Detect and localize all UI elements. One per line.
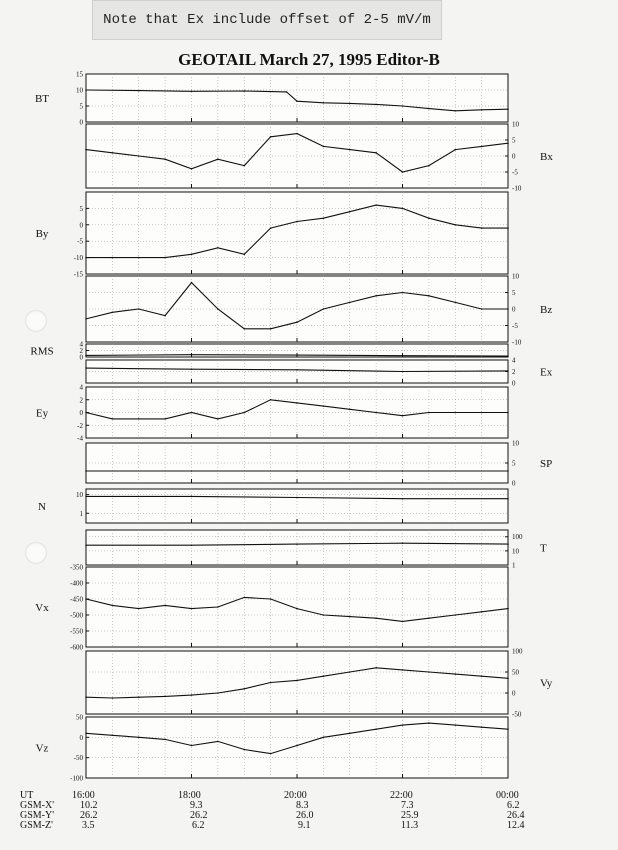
y-tick-label: 0 bbox=[512, 689, 516, 698]
data-point-bz bbox=[454, 302, 456, 304]
data-point-ey bbox=[402, 415, 404, 417]
y-tick-label: 2 bbox=[512, 368, 516, 376]
data-point-vx bbox=[296, 608, 298, 610]
data-point-vx bbox=[164, 605, 166, 607]
data-point-bx bbox=[243, 165, 245, 167]
panel-label-bx: Bx bbox=[540, 151, 553, 163]
data-point-n bbox=[191, 496, 193, 498]
data-point-bz bbox=[217, 308, 219, 310]
y-tick-label: 0 bbox=[79, 353, 83, 362]
data-point-bx bbox=[402, 171, 404, 173]
data-point-by bbox=[402, 208, 404, 210]
data-point-ey bbox=[112, 418, 114, 420]
data-point-vz bbox=[454, 724, 456, 726]
y-tick-label: 5 bbox=[79, 102, 83, 111]
data-point-vy bbox=[481, 675, 483, 677]
data-point-vx bbox=[375, 617, 377, 619]
y-tick-label: -550 bbox=[70, 627, 83, 636]
data-point-bx bbox=[112, 152, 114, 154]
data-point-bx bbox=[191, 168, 193, 170]
data-point-bt bbox=[243, 90, 245, 92]
data-point-vx bbox=[481, 611, 483, 613]
data-point-t bbox=[296, 543, 298, 545]
data-point-ey bbox=[191, 412, 193, 414]
y-tick-label: -350 bbox=[70, 563, 83, 572]
panel-label-rms: RMS bbox=[30, 345, 54, 358]
data-point-by bbox=[112, 257, 114, 259]
data-point-bt bbox=[138, 90, 140, 92]
data-point-rms bbox=[402, 355, 404, 357]
data-point-vx bbox=[191, 608, 193, 610]
data-point-vy bbox=[138, 696, 140, 698]
data-point-bx bbox=[138, 155, 140, 157]
data-point-vz bbox=[402, 724, 404, 726]
y-tick-label: -50 bbox=[512, 710, 522, 719]
data-point-bx bbox=[454, 149, 456, 151]
data-point-bz bbox=[323, 308, 325, 310]
y-tick-label: 2 bbox=[79, 347, 83, 355]
y-tick-label: -10 bbox=[73, 254, 83, 263]
data-point-vx bbox=[270, 598, 272, 600]
row-label-ut: UT bbox=[20, 790, 34, 801]
gsm-z-value: 3.5 bbox=[82, 820, 95, 831]
y-tick-label: 0 bbox=[79, 221, 83, 230]
gsm-y-value: 26.4 bbox=[507, 810, 525, 821]
data-point-sp bbox=[402, 470, 404, 472]
gsm-z-value: 11.3 bbox=[401, 820, 419, 831]
gsm-x-value: 8.3 bbox=[296, 800, 309, 811]
y-tick-label: 4 bbox=[79, 340, 83, 349]
y-tick-label: -450 bbox=[70, 595, 83, 604]
panel-label-ey: Ey bbox=[35, 407, 49, 420]
gsm-x-row bbox=[0, 800, 618, 810]
data-point-vy bbox=[454, 673, 456, 675]
y-tick-label: 0 bbox=[79, 733, 83, 742]
panel-label-vx: Vx bbox=[35, 602, 49, 614]
data-point-vx bbox=[138, 608, 140, 610]
data-point-vy bbox=[85, 696, 87, 698]
ut-tick-label: 22:00 bbox=[390, 790, 413, 801]
data-point-vy bbox=[375, 667, 377, 669]
data-point-t bbox=[507, 543, 509, 545]
data-point-bz bbox=[507, 308, 509, 310]
data-point-n bbox=[85, 496, 87, 498]
data-point-bx bbox=[164, 158, 166, 160]
panel-label-bz: Bz bbox=[540, 304, 553, 316]
gsm-z-value: 9.1 bbox=[298, 820, 311, 831]
data-point-ey bbox=[323, 405, 325, 407]
data-point-bx bbox=[481, 146, 483, 148]
note-banner: Note that Ex include offset of 2-5 mV/m bbox=[92, 0, 442, 40]
data-point-by bbox=[454, 224, 456, 226]
data-point-bz bbox=[402, 292, 404, 294]
data-point-by bbox=[323, 217, 325, 219]
data-point-vx bbox=[428, 617, 430, 619]
y-tick-label: 10 bbox=[512, 439, 519, 448]
data-point-vy bbox=[507, 678, 509, 680]
data-point-ey bbox=[85, 412, 87, 414]
row-label-gsm-z: GSM-Z' bbox=[20, 820, 53, 831]
data-point-bx bbox=[375, 152, 377, 154]
y-tick-label: 0 bbox=[79, 409, 83, 417]
data-point-bt bbox=[349, 103, 351, 105]
panel-label-t: T bbox=[540, 542, 547, 555]
data-point-vz bbox=[296, 745, 298, 747]
data-point-sp bbox=[507, 470, 509, 472]
panel-label-n: N bbox=[38, 501, 46, 513]
data-point-bt bbox=[323, 102, 325, 104]
y-tick-label: 50 bbox=[512, 668, 519, 677]
panel-frame bbox=[86, 530, 508, 565]
data-point-sp bbox=[85, 470, 87, 472]
gsm-z-value: 6.2 bbox=[192, 820, 205, 831]
y-tick-label: -100 bbox=[70, 774, 83, 783]
data-point-vz bbox=[481, 726, 483, 728]
y-tick-label: 5 bbox=[79, 204, 83, 213]
ut-tick-label: 16:00 bbox=[72, 790, 95, 801]
data-point-bz bbox=[270, 328, 272, 330]
data-point-vz bbox=[270, 753, 272, 755]
data-point-vz bbox=[243, 749, 245, 751]
y-tick-label: 5 bbox=[512, 459, 516, 468]
data-point-by bbox=[191, 254, 193, 256]
data-point-sp bbox=[296, 470, 298, 472]
y-tick-label: -600 bbox=[70, 643, 83, 652]
data-point-bz bbox=[481, 308, 483, 310]
y-tick-label: -400 bbox=[70, 579, 83, 588]
data-point-bx bbox=[428, 165, 430, 167]
data-point-by bbox=[85, 257, 87, 259]
y-tick-label: -15 bbox=[73, 270, 83, 279]
data-point-bx bbox=[296, 133, 298, 135]
y-tick-label: 10 bbox=[512, 272, 519, 281]
data-point-bt bbox=[296, 100, 298, 102]
data-point-vz bbox=[191, 745, 193, 747]
panel-label-ex: Ex bbox=[540, 366, 553, 379]
data-point-ey bbox=[349, 409, 351, 411]
gsm-x-value: 6.2 bbox=[507, 800, 520, 811]
gsm-y-value: 26.0 bbox=[296, 810, 314, 821]
data-point-bt bbox=[286, 91, 288, 93]
data-point-ey bbox=[243, 412, 245, 414]
data-point-bx bbox=[270, 136, 272, 138]
data-point-by bbox=[481, 227, 483, 229]
data-point-n bbox=[296, 497, 298, 499]
y-tick-label: -4 bbox=[77, 434, 83, 443]
y-tick-label: -5 bbox=[512, 322, 518, 330]
data-point-by bbox=[349, 211, 351, 213]
y-tick-label: 5 bbox=[512, 289, 516, 297]
data-point-bz bbox=[428, 295, 430, 297]
data-point-ey bbox=[454, 412, 456, 414]
y-tick-label: 100 bbox=[512, 647, 523, 656]
data-point-by bbox=[296, 221, 298, 223]
data-point-by bbox=[164, 257, 166, 259]
data-point-vx bbox=[507, 608, 509, 610]
data-point-bx bbox=[323, 146, 325, 148]
y-tick-label: -5 bbox=[512, 168, 518, 177]
data-point-bt bbox=[375, 104, 377, 106]
gsm-y-value: 26.2 bbox=[190, 810, 208, 821]
ut-tick-label: 18:00 bbox=[178, 790, 201, 801]
data-point-t bbox=[402, 542, 404, 544]
data-point-vz bbox=[349, 732, 351, 734]
data-point-vz bbox=[375, 728, 377, 730]
data-point-by bbox=[270, 227, 272, 229]
data-point-t bbox=[191, 544, 193, 546]
ut-row bbox=[0, 790, 618, 800]
panel-label-vz: Vz bbox=[35, 742, 49, 755]
data-point-ey bbox=[164, 418, 166, 420]
panel-frame bbox=[86, 489, 508, 523]
y-tick-label: -500 bbox=[70, 611, 83, 620]
y-tick-label: 100 bbox=[512, 533, 523, 542]
data-point-bz bbox=[349, 302, 351, 304]
data-point-by bbox=[138, 257, 140, 259]
data-point-bz bbox=[375, 295, 377, 297]
data-point-vy bbox=[349, 671, 351, 673]
data-point-ex bbox=[191, 368, 193, 370]
data-point-by bbox=[428, 217, 430, 219]
data-point-rms bbox=[296, 354, 298, 356]
data-point-bz bbox=[164, 315, 166, 317]
panel-label-sp: SP bbox=[540, 458, 553, 470]
data-point-vy bbox=[112, 697, 114, 699]
y-tick-label: 4 bbox=[512, 356, 516, 365]
data-point-vz bbox=[323, 737, 325, 739]
data-point-bt bbox=[85, 89, 87, 91]
y-tick-label: 0 bbox=[512, 305, 516, 314]
y-tick-label: 10 bbox=[512, 547, 519, 556]
data-point-vx bbox=[85, 598, 87, 600]
y-tick-label: -10 bbox=[512, 338, 522, 347]
data-point-ey bbox=[481, 412, 483, 414]
data-point-bt bbox=[191, 90, 193, 92]
data-point-vz bbox=[164, 739, 166, 741]
data-point-ey bbox=[138, 418, 140, 420]
data-point-ex bbox=[296, 369, 298, 371]
data-point-vx bbox=[217, 606, 219, 608]
y-tick-label: 0 bbox=[512, 152, 516, 161]
data-point-vx bbox=[454, 614, 456, 616]
gsm-x-value: 10.2 bbox=[80, 800, 98, 811]
data-point-bx bbox=[85, 149, 87, 151]
y-tick-label: 1 bbox=[512, 561, 516, 570]
data-point-bt bbox=[428, 108, 430, 110]
y-tick-label: 50 bbox=[76, 713, 83, 722]
data-point-vz bbox=[217, 741, 219, 743]
data-point-by bbox=[507, 227, 509, 229]
data-point-vz bbox=[507, 728, 509, 730]
y-tick-label: 1 bbox=[79, 509, 83, 518]
data-point-vx bbox=[243, 597, 245, 599]
data-point-vz bbox=[85, 732, 87, 734]
data-point-vy bbox=[428, 671, 430, 673]
data-point-ey bbox=[296, 402, 298, 404]
data-point-ey bbox=[507, 412, 509, 414]
data-point-vy bbox=[164, 696, 166, 698]
data-point-vx bbox=[402, 621, 404, 623]
y-tick-label: 15 bbox=[76, 70, 83, 79]
data-point-sp bbox=[191, 470, 193, 472]
gsm-x-value: 9.3 bbox=[190, 800, 203, 811]
data-point-vy bbox=[270, 682, 272, 684]
y-tick-label: 5 bbox=[512, 136, 516, 145]
data-point-vy bbox=[243, 688, 245, 690]
panel-label-by: By bbox=[35, 228, 49, 240]
data-point-rms bbox=[191, 354, 193, 356]
data-point-vz bbox=[138, 737, 140, 739]
y-tick-label: 10 bbox=[76, 491, 83, 500]
data-point-vy bbox=[217, 692, 219, 694]
panel-label-bt: BT bbox=[34, 93, 50, 105]
data-point-vz bbox=[112, 735, 114, 737]
data-point-bz bbox=[243, 328, 245, 330]
ut-tick-label: 00:00 bbox=[496, 790, 519, 801]
data-point-vy bbox=[296, 680, 298, 682]
row-label-gsm-x: GSM-X' bbox=[20, 800, 55, 811]
gsm-x-value: 7.3 bbox=[401, 800, 414, 811]
data-point-bz bbox=[296, 321, 298, 323]
data-point-ey bbox=[217, 418, 219, 420]
data-point-bt bbox=[507, 108, 509, 110]
gsm-y-row bbox=[0, 810, 618, 820]
y-tick-label: -10 bbox=[512, 184, 522, 193]
row-label-gsm-y: GSM-Y' bbox=[20, 810, 55, 821]
data-point-vx bbox=[349, 616, 351, 618]
gsm-y-value: 26.2 bbox=[80, 810, 98, 821]
data-point-ey bbox=[428, 412, 430, 414]
data-point-by bbox=[375, 204, 377, 206]
y-tick-label: -5 bbox=[77, 237, 83, 246]
data-point-by bbox=[243, 254, 245, 256]
y-tick-label: 0 bbox=[512, 379, 516, 388]
data-point-vz bbox=[428, 722, 430, 724]
data-point-n bbox=[402, 498, 404, 500]
data-point-vx bbox=[112, 605, 114, 607]
gsm-y-value: 25.9 bbox=[401, 810, 419, 821]
gsm-z-value: 12.4 bbox=[507, 820, 525, 831]
data-point-rms bbox=[507, 355, 509, 357]
data-point-vy bbox=[323, 675, 325, 677]
y-tick-label: 10 bbox=[76, 86, 83, 95]
y-tick-label: 10 bbox=[512, 120, 519, 129]
y-tick-label: -2 bbox=[77, 421, 83, 430]
data-point-n bbox=[507, 498, 509, 500]
y-tick-label: 0 bbox=[79, 118, 83, 127]
data-point-by bbox=[217, 247, 219, 249]
data-point-bx bbox=[217, 158, 219, 160]
panel-label-vy: Vy bbox=[540, 677, 553, 690]
data-point-vy bbox=[191, 694, 193, 696]
y-tick-label: 2 bbox=[79, 396, 83, 405]
data-point-bz bbox=[191, 282, 193, 284]
gsm-z-row bbox=[0, 820, 618, 830]
data-point-bx bbox=[507, 142, 509, 144]
data-point-ex bbox=[402, 371, 404, 373]
data-point-bx bbox=[349, 149, 351, 151]
y-tick-label: 4 bbox=[79, 383, 83, 392]
ut-tick-label: 20:00 bbox=[284, 790, 307, 801]
chart-title: GEOTAIL March 27, 1995 Editor-B bbox=[178, 50, 440, 69]
data-point-vx bbox=[323, 614, 325, 616]
data-point-ex bbox=[85, 367, 87, 369]
data-point-bz bbox=[85, 318, 87, 320]
data-point-vy bbox=[402, 669, 404, 671]
data-point-rms bbox=[85, 355, 87, 357]
data-point-ex bbox=[507, 370, 509, 372]
data-point-bt bbox=[454, 110, 456, 112]
data-point-bt bbox=[402, 105, 404, 107]
data-point-t bbox=[85, 544, 87, 546]
data-point-bt bbox=[481, 109, 483, 111]
data-point-ey bbox=[270, 399, 272, 401]
y-tick-label: 0 bbox=[512, 479, 516, 488]
data-point-bz bbox=[138, 308, 140, 310]
data-point-ey bbox=[375, 412, 377, 414]
data-point-bz bbox=[112, 312, 114, 314]
y-tick-label: -50 bbox=[73, 754, 83, 763]
